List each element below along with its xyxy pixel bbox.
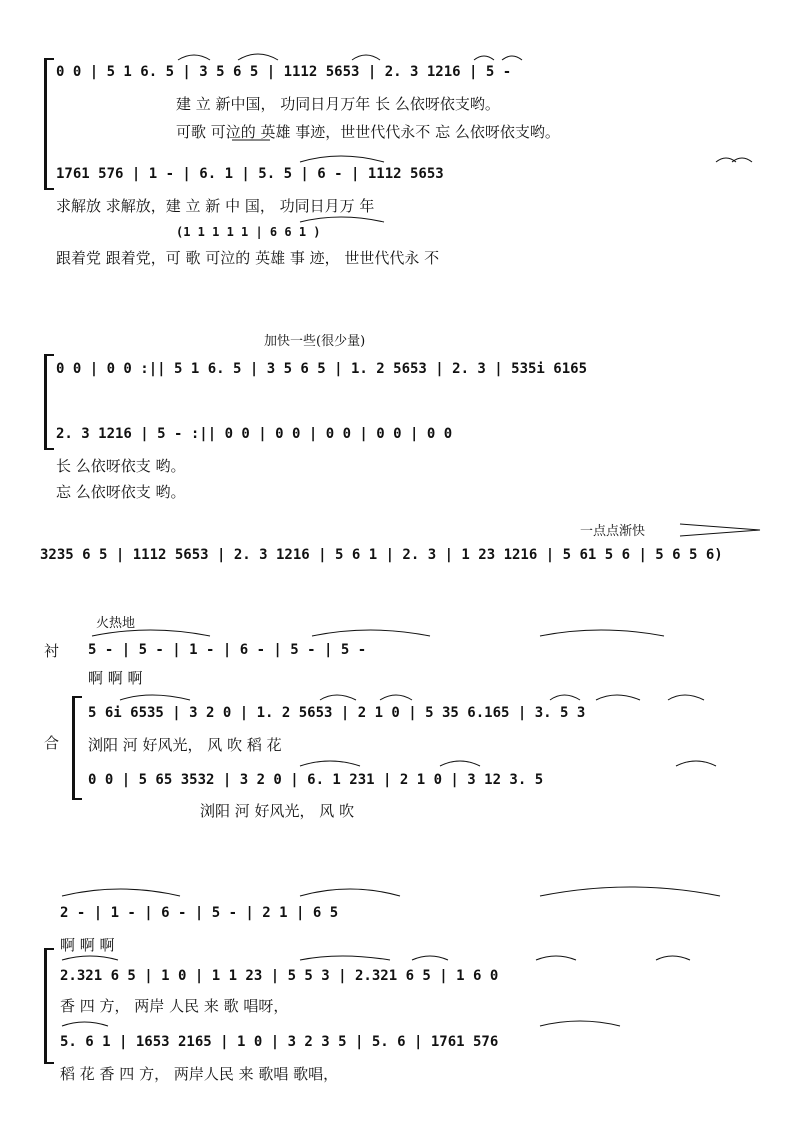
notation-line: 5 6i 6535 | 3 2 0 | 1. 2 5653 | 2 1 0 | 5 35 6.165 | 3. 5 3 <box>88 705 586 721</box>
part-label: 衬 <box>44 642 60 660</box>
lyric-line: 跟着党 跟着党，可 歌 可泣的 英雄 事 迹， 世世代代永 不 <box>56 249 440 267</box>
notation-line: 2 - | 1 - | 6 - | 5 - | 2 1 | 6 5 <box>60 905 339 921</box>
notation-line: 0 0 | 5 1 6. 5 | 3 5 6 5 | 1112 5653 | 2. 3 1216 | 5 - <box>56 64 512 80</box>
notation-line: 2.321 6 5 | 1 0 | 1 1 23 | 5 5 3 | 2.321 6 5 | 1 6 0 <box>60 968 499 984</box>
notation-line: 0 0 | 5 65 3532 | 3 2 0 | 6. 1 231 | 2 1 0 | 3 12 3. 5 <box>88 772 544 788</box>
tempo-marking: 加快一些(很少量) <box>264 334 366 349</box>
lyric-line: 可歌 可泣的 英雄 事迹，世世代代永不 忘 么依呀依支哟。 <box>176 123 560 141</box>
part-label: 合 <box>44 734 60 752</box>
notation-line-small: (1 1 1 1 1 | 6 6 1 ) <box>176 225 321 239</box>
notation-line: 3235 6 5 | 1112 5653 | 2. 3 1216 | 5 6 1 | 2. 3 | 1 23 1216 | 5 61 5 6 | 5 6 5 6) <box>40 547 723 563</box>
lyric-line: 长 么依呀依支 哟。 <box>56 457 186 475</box>
lyric-line: 忘 么依呀依支 哟。 <box>56 483 186 501</box>
lyric-line: 浏阳 河 好风光， 风 吹 稻 花 <box>88 736 282 754</box>
lyric-line: 建 立 新中国， 功同日月万年 长 么依呀依支哟。 <box>176 95 500 113</box>
notation-line: 5. 6 1 | 1653 2165 | 1 0 | 3 2 3 5 | 5. 6 | 1761 576 <box>60 1034 499 1050</box>
tempo-marking: 一点点渐快 <box>580 524 646 539</box>
lyric-line: 香 四 方， 两岸 人民 来 歌 唱呀， <box>60 997 289 1015</box>
notation-line: 5 - | 5 - | 1 - | 6 - | 5 - | 5 - <box>88 642 367 658</box>
notation-line: 1761 576 | 1 - | 6. 1 | 5. 5 | 6 - | 1112 5653 <box>56 166 444 182</box>
notation-line: 2. 3 1216 | 5 - :|| 0 0 | 0 0 | 0 0 | 0 0 | 0 0 <box>56 426 453 442</box>
expression-marking: 火热地 <box>96 616 136 631</box>
lyric-line: 浏阳 河 好风光， 风 吹 <box>200 802 355 820</box>
lyric-line: 啊 啊 啊 <box>60 936 115 954</box>
notation-line: 0 0 | 0 0 :|| 5 1 6. 5 | 3 5 6 5 | 1. 2 5653 | 2. 3 | 535i 6165 <box>56 361 588 377</box>
lyric-line: 稻 花 香 四 方， 两岸人民 来 歌唱 歌唱， <box>60 1065 339 1083</box>
lyric-line: 求解放 求解放，建 立 新 中 国， 功同日月万 年 <box>56 197 375 215</box>
lyric-line: 啊 啊 啊 <box>88 669 143 687</box>
